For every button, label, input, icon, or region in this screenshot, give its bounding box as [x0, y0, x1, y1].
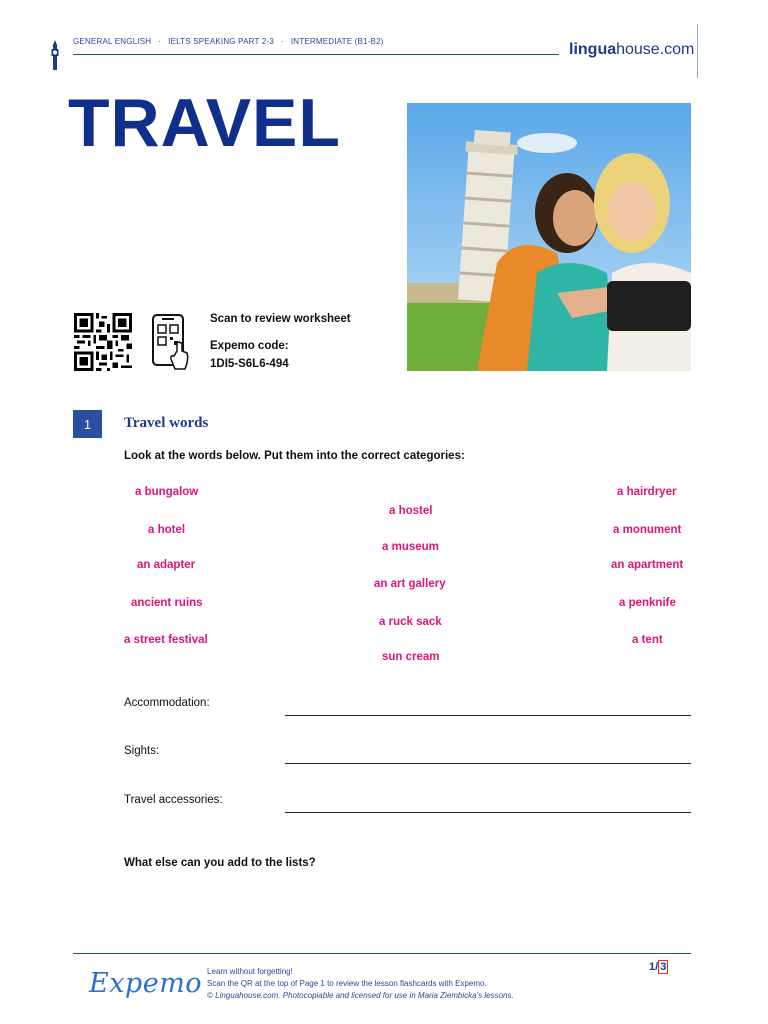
page-title: TRAVEL — [68, 85, 341, 161]
word-hotel: a hotel — [148, 524, 186, 536]
expemo-logo[interactable]: Expemo — [89, 968, 203, 999]
qr-code[interactable] — [73, 313, 133, 371]
follow-up-question: What else can you add to the lists? — [124, 857, 316, 869]
word-bungalow: a bungalow — [135, 486, 199, 498]
section-title: Travel words — [124, 415, 209, 431]
expemo-code-value: 1DI5-S6L6-494 — [210, 358, 289, 370]
big-ben-icon — [50, 40, 60, 70]
word-street-festival: a street festival — [124, 634, 208, 646]
word-adapter: an adapter — [137, 559, 196, 571]
word-ancient-ruins: ancient ruins — [131, 597, 203, 609]
header-vertical-rule — [697, 24, 698, 78]
footer-copyright: © Linguahouse.com. Photocopiable and licensed for use in Maria Ziembicka's lessons. — [207, 991, 514, 1000]
breadcrumb — [73, 37, 384, 46]
page-total: 3 — [660, 961, 667, 973]
word-hostel: a hostel — [389, 505, 433, 517]
scan-instruction: Scan to review worksheet — [210, 313, 351, 325]
footer-tagline: Learn without forgetting! — [207, 967, 293, 976]
phone-scan-icon — [151, 313, 191, 371]
category-sights-label: Sights: — [124, 745, 160, 757]
breadcrumb-general-english: GENERAL ENGLISH — [73, 37, 152, 46]
breadcrumb-separator: · — [280, 37, 284, 46]
breadcrumb-separator: · — [158, 37, 162, 46]
category-travel-accessories-label: Travel accessories: — [124, 794, 223, 806]
breadcrumb-level: INTERMEDIATE (B1-B2) — [290, 37, 384, 46]
footer-instruction: Scan the QR at the top of Page 1 to review the lesson flashcards with Expemo. — [207, 979, 487, 988]
word-penknife: a penknife — [619, 597, 676, 609]
travel-accessories-answer-line[interactable] — [285, 812, 691, 813]
word-art-gallery: an art gallery — [374, 578, 446, 590]
section-number-badge: 1 — [73, 410, 102, 438]
footer-text — [207, 966, 514, 1002]
sights-answer-line[interactable] — [285, 763, 691, 764]
word-monument: a monument — [613, 524, 682, 536]
page-number: 1/ 3 — [649, 961, 667, 973]
footer-divider — [73, 953, 691, 954]
travel-photo — [407, 103, 691, 371]
word-sun-cream: sun cream — [382, 651, 440, 663]
header-divider — [73, 54, 559, 55]
exercise-instruction: Look at the words below. Put them into the correct categories: — [124, 450, 465, 462]
word-hairdryer: a hairdryer — [617, 486, 677, 498]
expemo-code-label: Expemo code: — [210, 340, 289, 352]
breadcrumb-ielts: IELTS SPEAKING PART 2-3 — [168, 37, 274, 46]
accommodation-answer-line[interactable] — [285, 715, 691, 716]
word-tent: a tent — [632, 634, 663, 646]
linguahouse-logo[interactable]: linguahouse.com — [569, 41, 695, 58]
word-apartment: an apartment — [611, 559, 684, 571]
word-ruck-sack: a ruck sack — [379, 616, 442, 628]
category-accommodation-label: Accommodation: — [124, 697, 210, 709]
word-museum: a museum — [382, 541, 439, 553]
